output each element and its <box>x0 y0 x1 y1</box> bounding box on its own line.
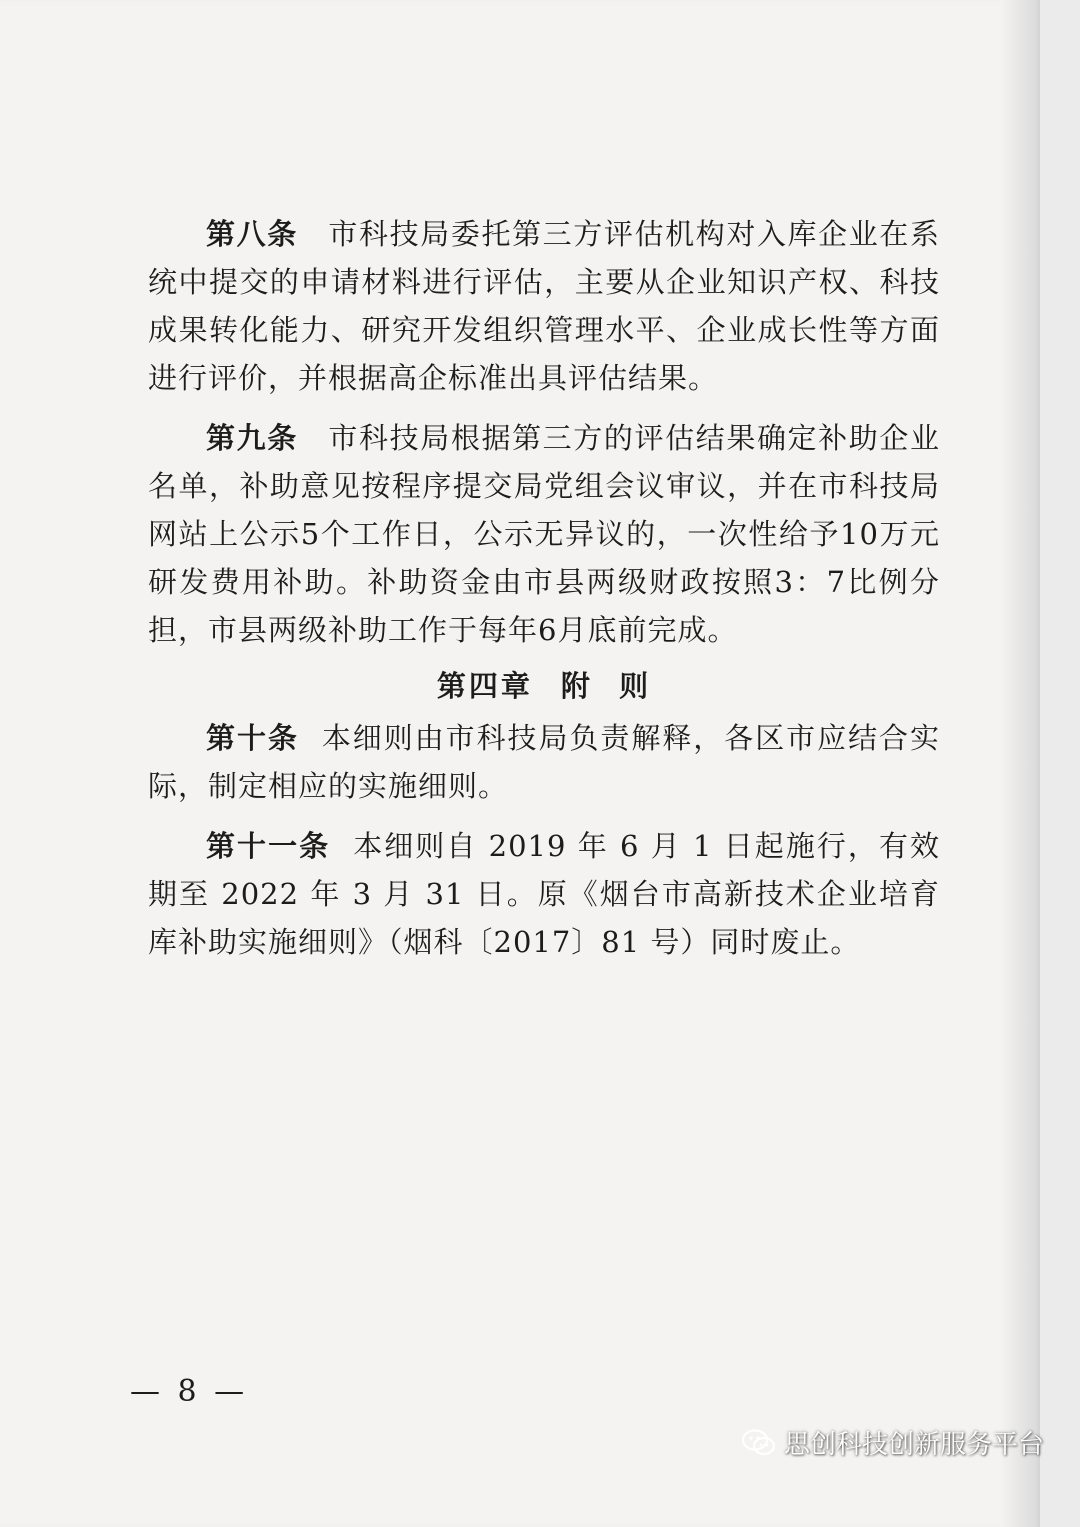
chapter-4-heading <box>148 662 940 710</box>
article-8-text: 市科技局委托第三方评估机构对入库企业在系统中提交的申请材料进行评估，主要从企业知识产权、科技成果转化能力、研究开发组织管理水平、企业成长性等方面进行评价，并根据高企标准出具评估结果。 <box>148 217 940 395</box>
article-11-text: 本细则自 2019 年 6 月 1 日起施行，有效期至 2022 年 3 月 31 日。原《烟台市高新技术企业培育库补助实施细则》（烟科〔2017〕81 号）同时废止。 <box>148 829 940 959</box>
watermark <box>742 1424 1044 1461</box>
article-10 <box>148 714 940 810</box>
article-11-heading: 第十一条 <box>206 829 331 863</box>
article-9 <box>148 414 940 654</box>
article-9-text: 市科技局根据第三方的评估结果确定补助企业名单，补助意见按程序提交局党组会议审议，并在市科技局网站上公示5个工作日，公示无异议的，一次性给予10万元研发费用补助。补助资金由市县两级财政按照3：7比例分担，市县两级补助工作于每年6月底前完成。 <box>148 421 940 647</box>
article-10-text: 本细则由市科技局负责解释，各区市应结合实际，制定相应的实施细则。 <box>148 721 940 803</box>
chapter-4-number: 第四章 <box>436 669 533 703</box>
wechat-icon <box>742 1429 776 1457</box>
article-8 <box>148 210 940 402</box>
article-9-heading: 第九条 <box>206 421 298 455</box>
page-edge-shadow <box>1000 0 1040 1527</box>
article-11 <box>148 822 940 966</box>
article-8-heading: 第八条 <box>206 217 298 251</box>
page-number: — 8 — <box>130 1374 249 1409</box>
document-body <box>148 210 940 966</box>
article-10-heading: 第十条 <box>206 721 299 755</box>
chapter-4-title: 附 则 <box>560 669 652 703</box>
watermark-text: 思创科技创新服务平台 <box>783 1430 1044 1460</box>
